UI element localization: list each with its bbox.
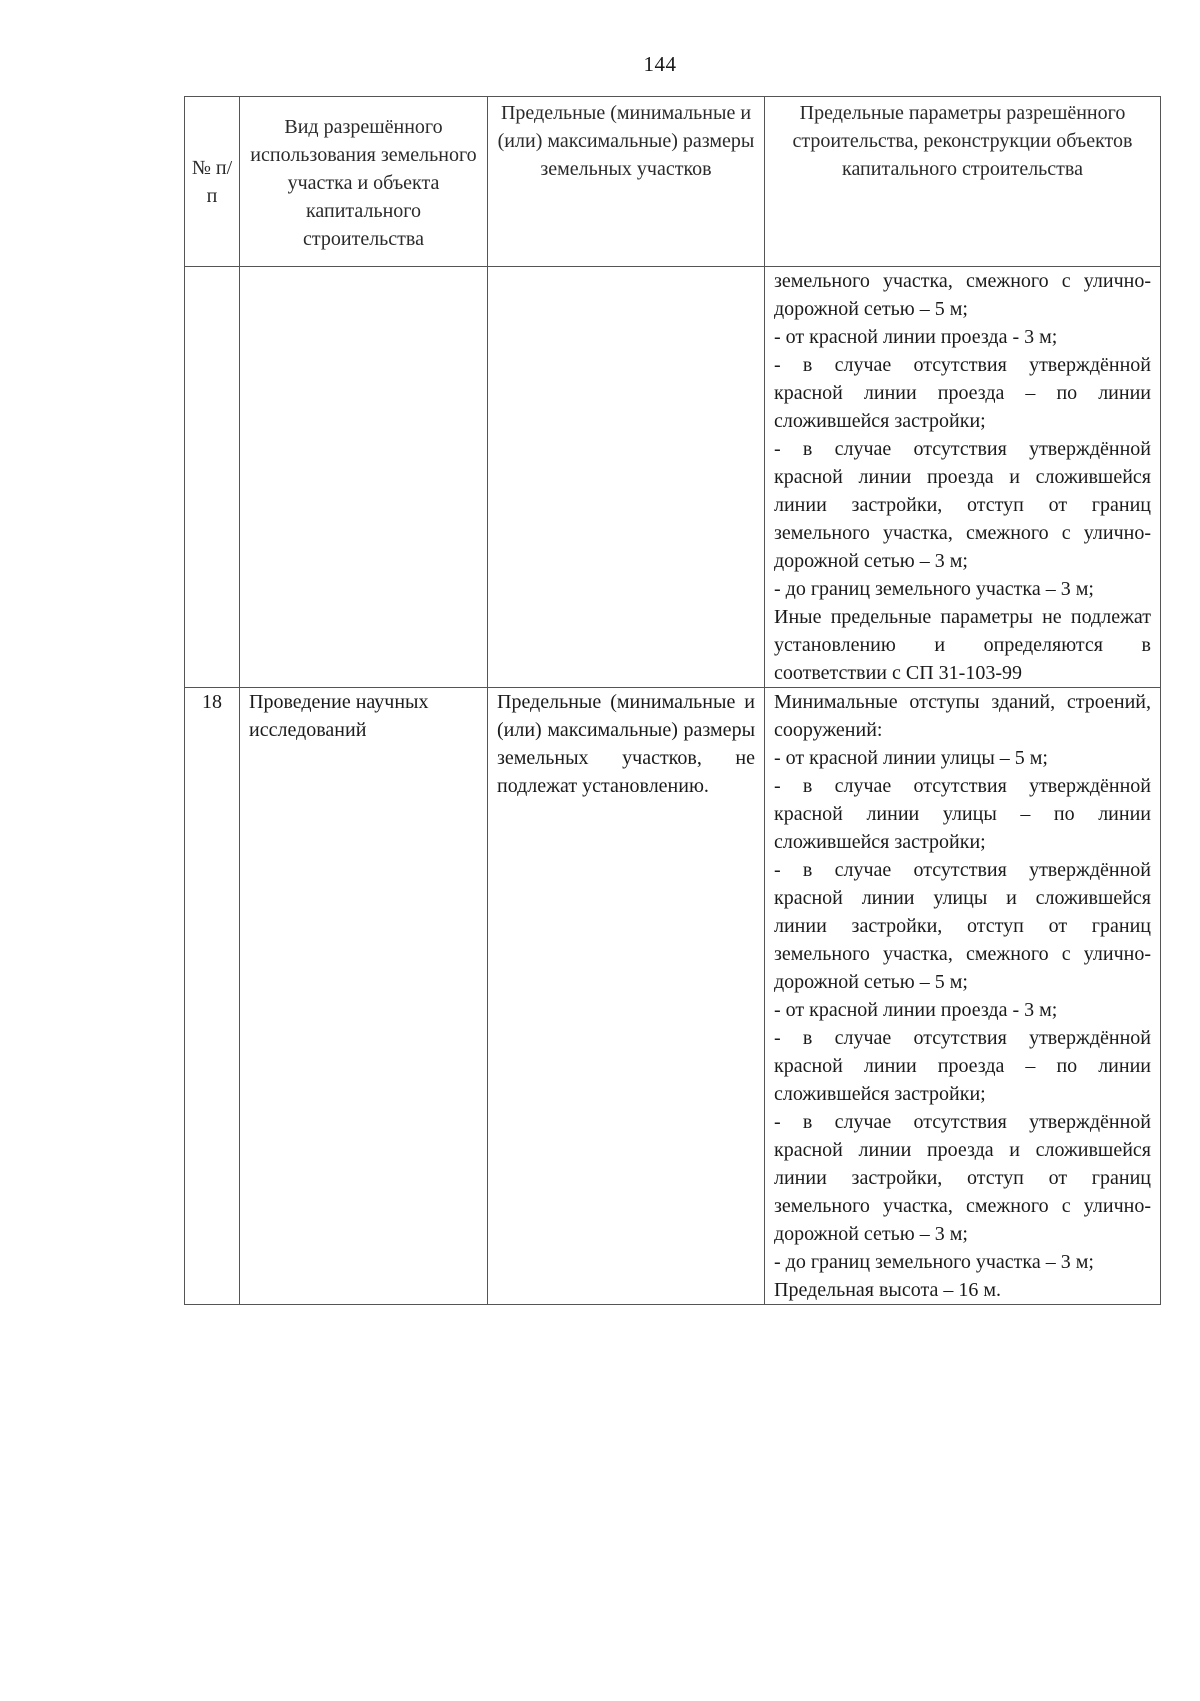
param-line: - от красной линии проезда - 3 м;	[774, 999, 1058, 1021]
header-use-type: Вид разрешённого использования земельного участка и объекта капитального строительства	[240, 97, 488, 267]
header-plot-sizes: Предельные (минимальные и (или) максимальные) размеры земельных участков	[488, 97, 765, 267]
table-header-row	[185, 97, 1161, 267]
param-line: - в случае отсутствия утверждённой красной линии улицы – по линии сложившейся застройки;	[774, 775, 1151, 853]
param-line: - от красной линии проезда - 3 м;	[774, 326, 1058, 348]
row-number: 18	[185, 688, 240, 1305]
row-plot-sizes: Предельные (минимальные и (или) максимальные) размеры земельных участков, не подлежат установлению.	[488, 688, 765, 1305]
row-building-params	[765, 267, 1161, 688]
table-row	[185, 267, 1161, 688]
param-line: - в случае отсутствия утверждённой красной линии проезда – по линии сложившейся застройки;	[774, 354, 1151, 432]
header-number: № п/п	[185, 97, 240, 267]
param-line: Иные предельные параметры не подлежат установлению и определяются в соответствии с СП 31-103-99	[774, 606, 1151, 684]
param-line: - в случае отсутствия утверждённой красной линии проезда и сложившейся линии застройки, отступ от границ земельного участка, смежного с улично-дорожной сетью – 3 м;	[774, 1111, 1151, 1245]
row-plot-sizes	[488, 267, 765, 688]
row-building-params	[765, 688, 1161, 1305]
param-line: - в случае отсутствия утверждённой красной линии улицы и сложившейся линии застройки, отступ от границ земельного участка, смежного с улично-дорожной сетью – 5 м;	[774, 859, 1151, 993]
param-line: - в случае отсутствия утверждённой красной линии проезда и сложившейся линии застройки, отступ от границ земельного участка, смежного с улично-дорожной сетью – 3 м;	[774, 438, 1151, 572]
param-line: Минимальные отступы зданий, строений, сооружений:	[774, 691, 1151, 741]
header-building-params: Предельные параметры разрешённого строительства, реконструкции объектов капитального строительства	[765, 97, 1161, 267]
param-line: земельного участка, смежного с улично-дорожной сетью – 5 м;	[774, 270, 1151, 320]
param-line: - от красной линии улицы – 5 м;	[774, 747, 1048, 769]
row-use-type	[240, 267, 488, 688]
page-number: 144	[643, 52, 677, 76]
param-line: - в случае отсутствия утверждённой красной линии проезда – по линии сложившейся застройки;	[774, 1027, 1151, 1105]
row-number	[185, 267, 240, 688]
param-line: Предельная высота – 16 м.	[774, 1279, 1002, 1301]
regulations-table	[184, 96, 1161, 1305]
table-row	[185, 688, 1161, 1305]
param-line: - до границ земельного участка – 3 м;	[774, 578, 1094, 600]
param-line: - до границ земельного участка – 3 м;	[774, 1251, 1094, 1273]
row-use-type: Проведение научных исследований	[240, 688, 488, 1305]
